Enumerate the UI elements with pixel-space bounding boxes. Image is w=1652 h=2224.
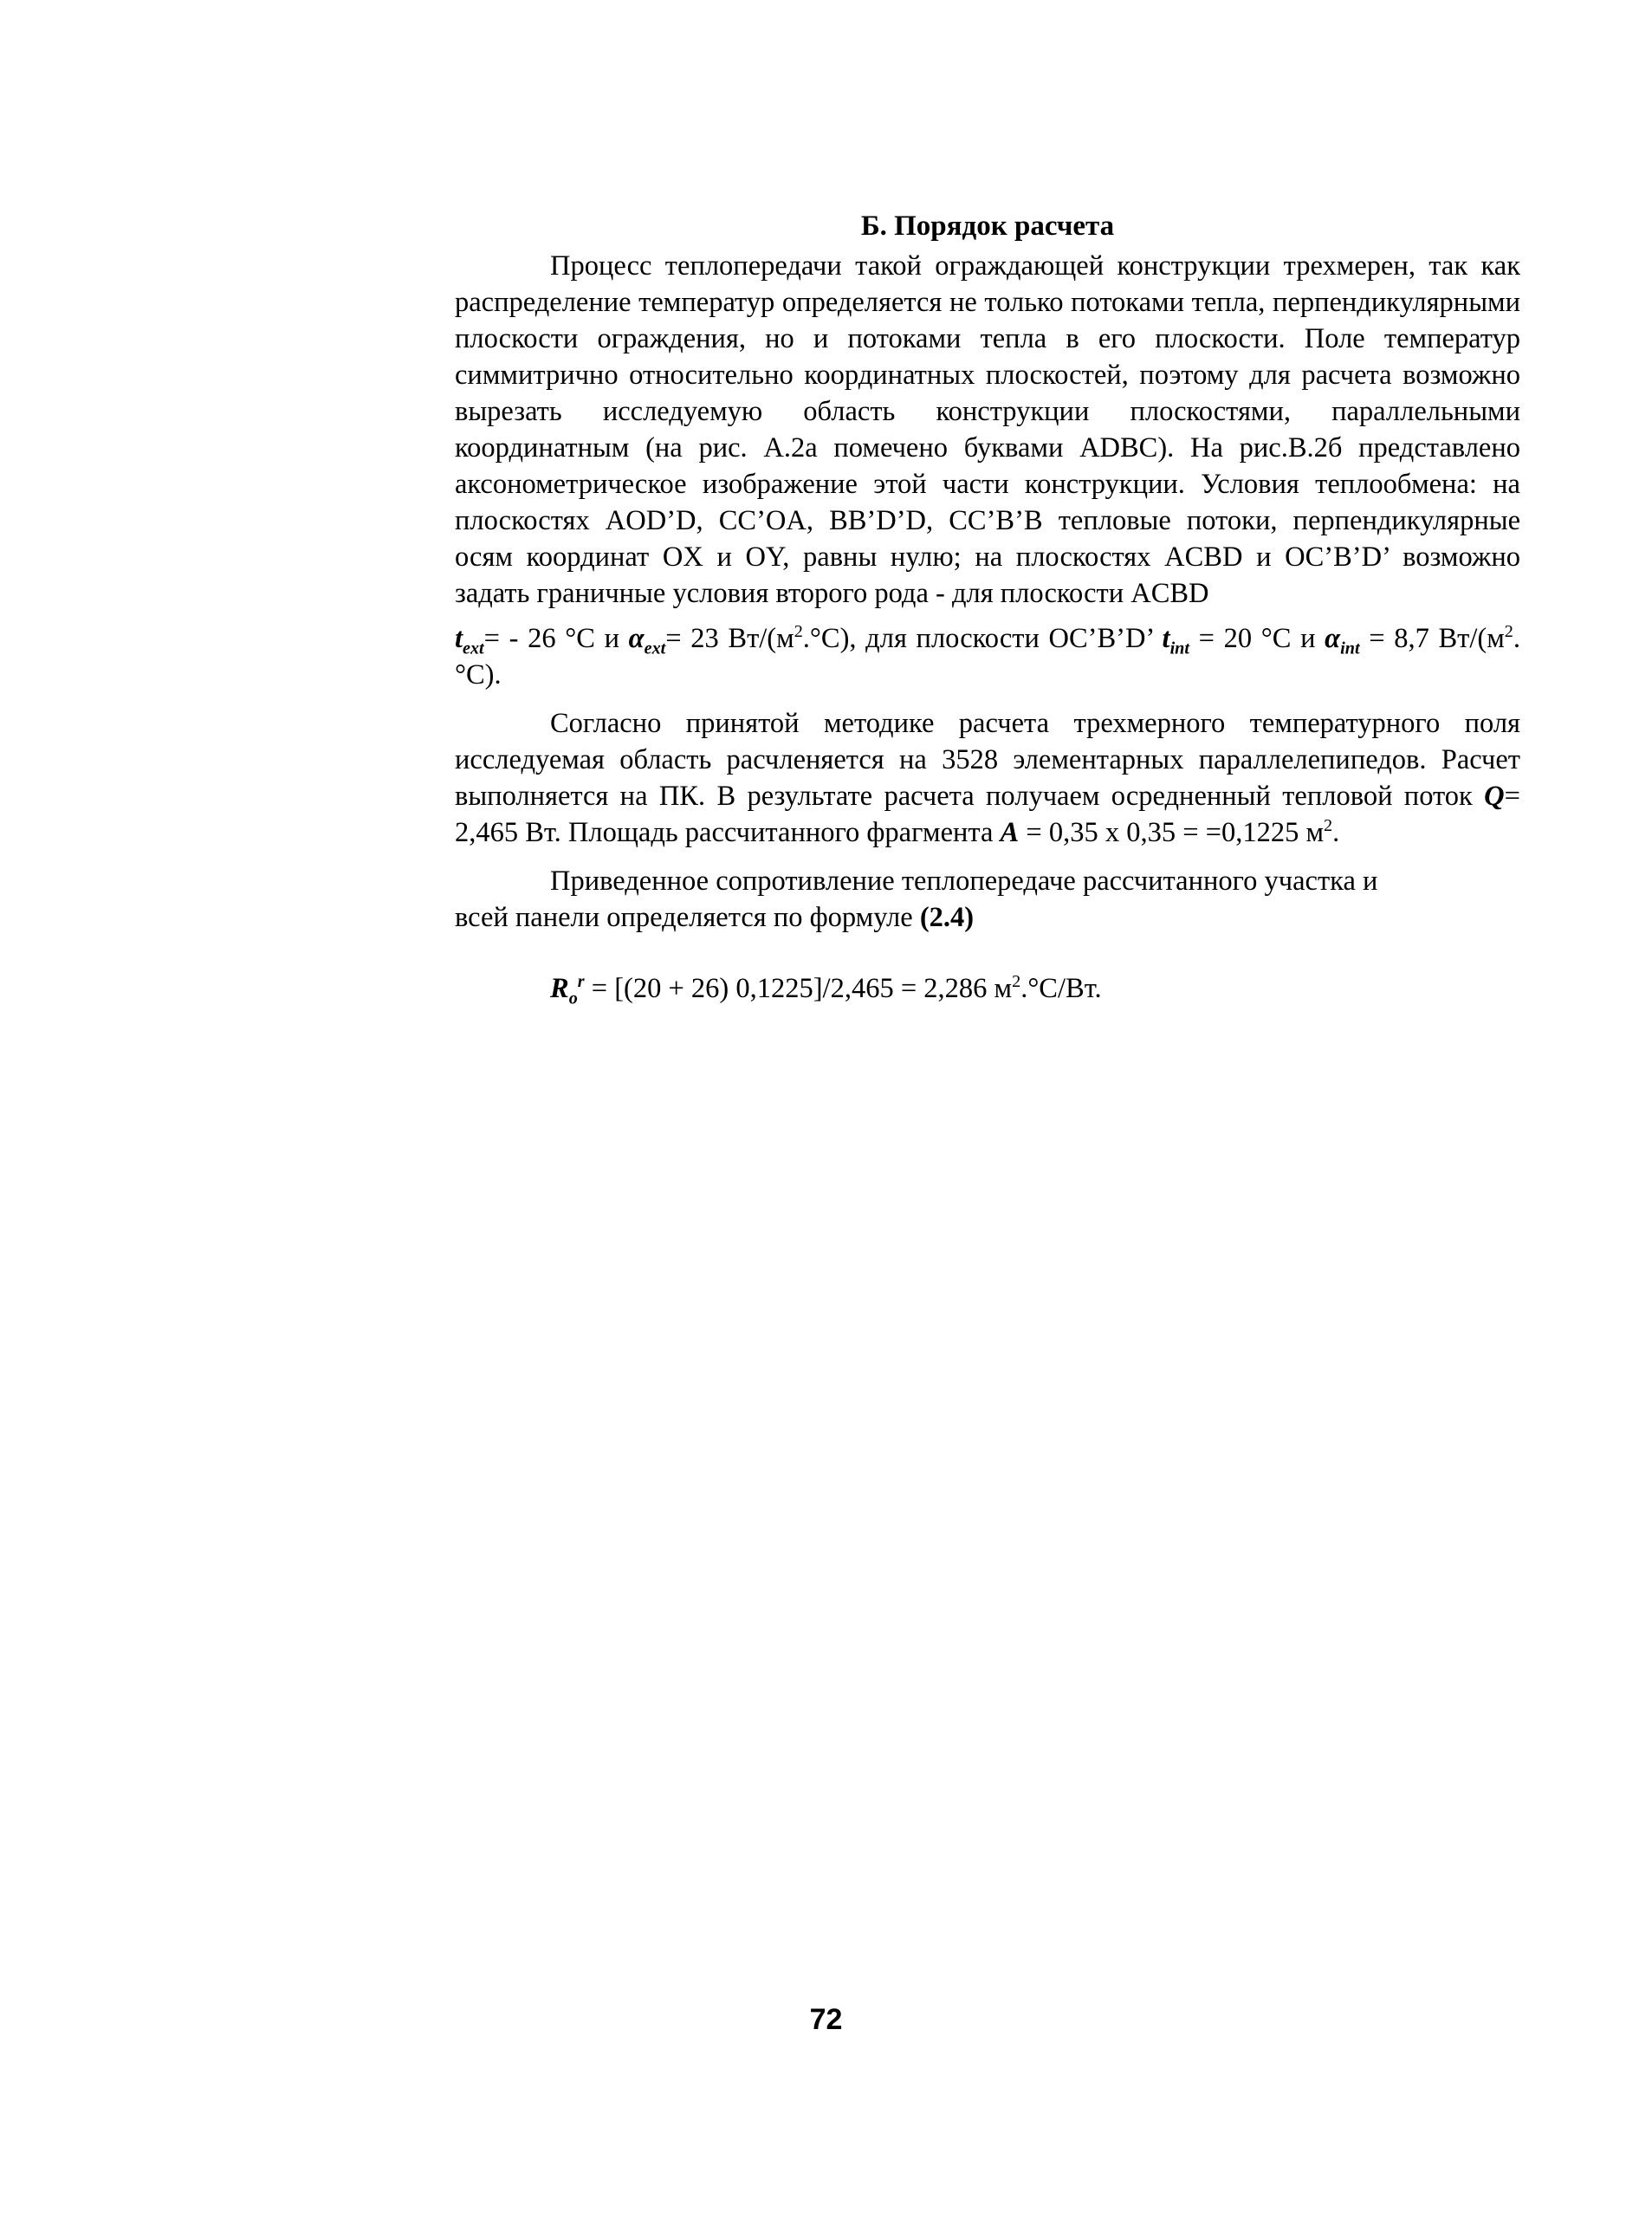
- cond-text-5: = 8,7 Вт/(м: [1359, 623, 1505, 654]
- paragraph-resistance: [455, 863, 1520, 936]
- ext-subscript: ext: [463, 639, 484, 658]
- square-sup-2: 2: [1504, 622, 1513, 642]
- boundary-conditions: [455, 620, 1520, 693]
- resistance-text: всей панели определяется по формуле: [455, 902, 920, 933]
- resistance-formula: [550, 970, 1520, 1007]
- alpha-symbol-2: α: [1325, 623, 1341, 654]
- paragraph-process: Процесс теплопередачи такой ограждающей конструкции трехмерен, так как распределение температур определяется не только потоками тепла, перпендикулярными плоскости ограждения, но и потоками тепла в его плоскости. Поле температур симмитрично относительно координатных плоскостей, поэтому для расчета возможно вырезать исследуемую область конструкции плоскостями, параллельными координатным (на рис. А.2а помечено буквами ADBC). На рис.В.2б представлено аксонометрическое изображение этой части конструкции. Условия теплообмена: на плоскостях AOD’D, CC’OA, BB’D’D, CC’B’B тепловые потоки, перпендикулярные осям координат OX и OY, равны нулю; на плоскостях ACBD и OC’B’D’ возможно задать граничные условия второго рода - для плоскости ACBD: [455, 250, 1520, 609]
- cond-text-3: .°C), для плоскости OC’B’D’: [802, 623, 1163, 654]
- resistance-line-1: Приведенное сопротивление теплопередаче рассчитанного участка и: [550, 866, 1378, 897]
- t-symbol: t: [455, 623, 463, 654]
- cond-text-4: = 20 °C и: [1189, 623, 1325, 654]
- method-text-3: = 0,35 x 0,35 = =0,1225 м: [1019, 817, 1325, 848]
- method-text-1: Согласно принятой методике расчета трехмерного температурного поля исследуемая область расчленяется на 3528 элементарных параллелепипедов. Расчет выполняется на ПК. В результате расчета получаем осредненный тепловой поток: [455, 708, 1520, 812]
- cond-text-2: = 23 Вт/(м: [665, 623, 794, 654]
- int-subscript-2: int: [1340, 639, 1360, 658]
- r-superscript: r: [577, 972, 585, 992]
- square-sup-1: 2: [794, 622, 803, 642]
- a-symbol: A: [1000, 817, 1020, 848]
- square-sup-4: 2: [1012, 972, 1021, 992]
- formula-body: = [(20 + 26) 0,1225]/2,465 = 2,286 м: [584, 973, 1013, 1004]
- method-text-end: .: [1332, 817, 1340, 848]
- alpha-symbol: α: [628, 623, 645, 654]
- page-number: 72: [809, 2003, 843, 2036]
- cond-text-1: = - 26 °C и: [483, 623, 629, 654]
- t-symbol-2: t: [1162, 623, 1170, 654]
- section-heading: Б. Порядок расчета: [860, 211, 1115, 242]
- formula-reference: (2.4): [919, 902, 975, 933]
- formula-tail: .°C/Вт.: [1020, 973, 1102, 1004]
- ext-subscript-2: ext: [644, 639, 666, 658]
- method-text-2: = 2,465 Вт. Площадь рассчитанного фрагмента: [455, 781, 1520, 848]
- q-symbol: Q: [1484, 781, 1505, 812]
- r-subscript: o: [568, 989, 578, 1008]
- r-symbol: R: [550, 973, 569, 1004]
- cond-text-6: .°C).: [455, 623, 1520, 691]
- resistance-line-2: [455, 899, 1520, 936]
- paragraph-method: [455, 705, 1520, 851]
- document-page: [455, 208, 1520, 1007]
- int-subscript: int: [1169, 639, 1189, 658]
- square-sup-3: 2: [1324, 816, 1333, 836]
